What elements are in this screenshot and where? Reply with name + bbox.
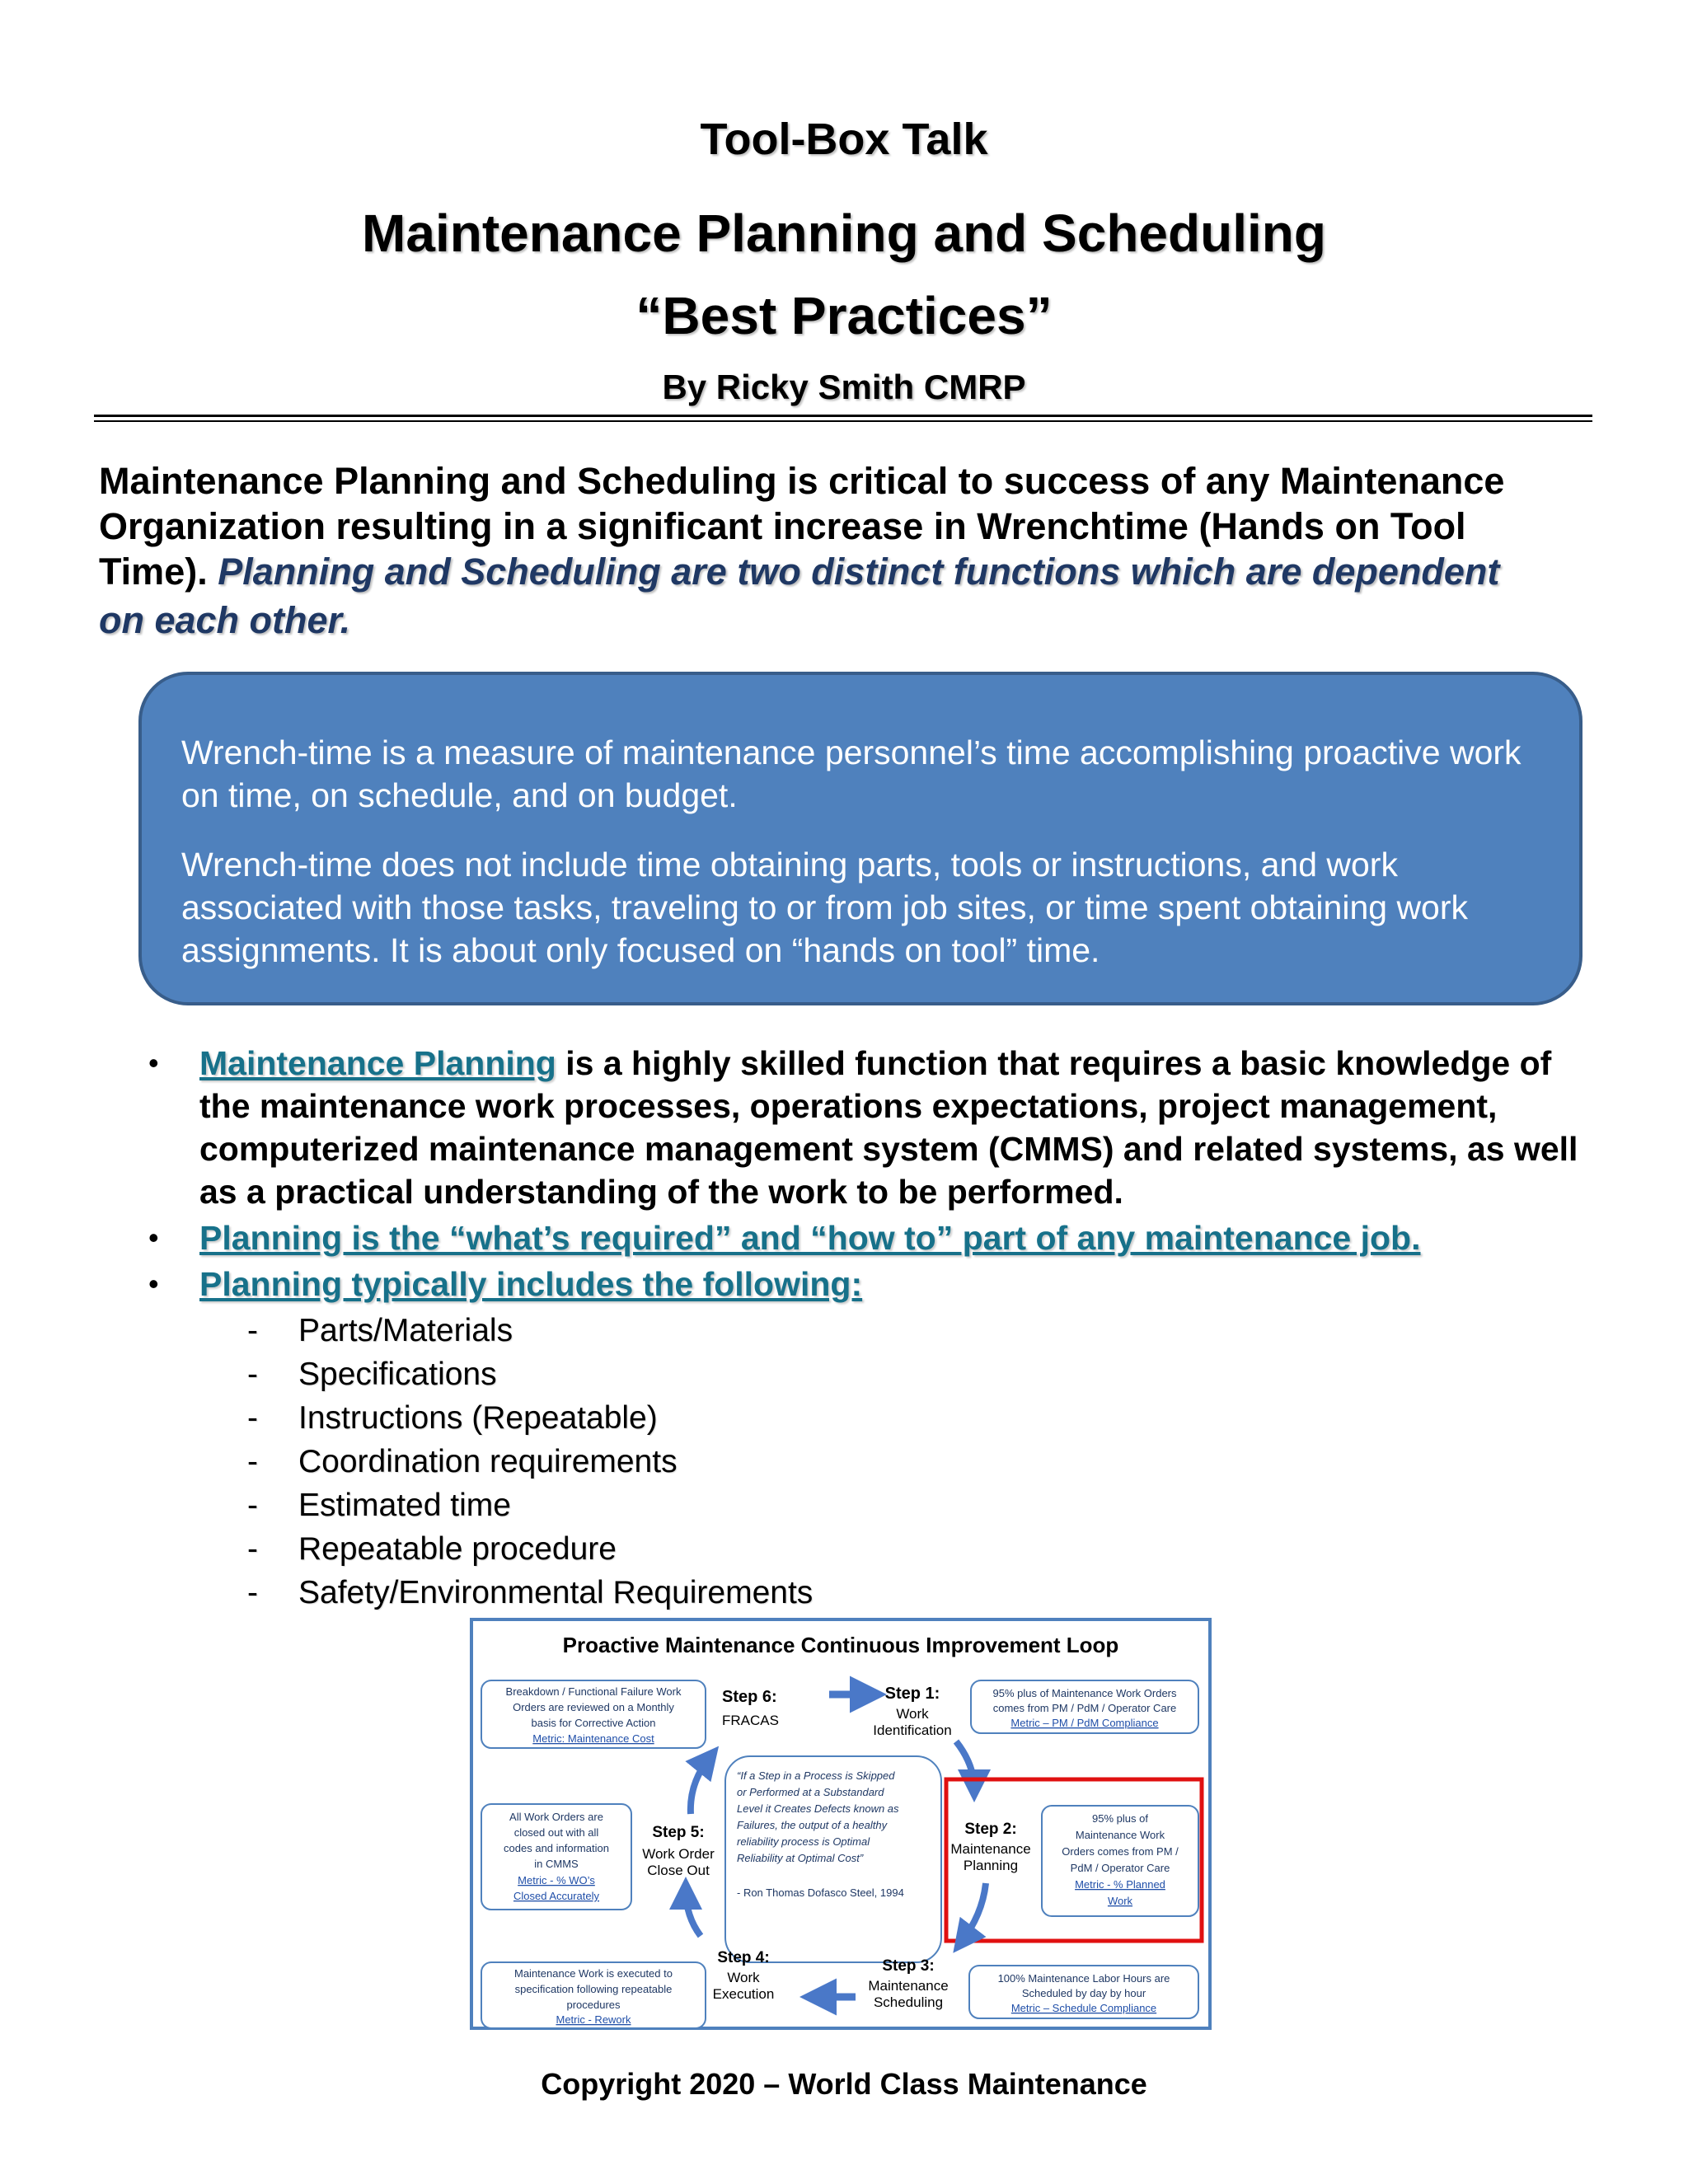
bullet-icon: • — [148, 1046, 159, 1080]
list-item — [247, 1571, 1071, 1615]
diagram-title: Proactive Maintenance Continuous Improvement Loop — [562, 1633, 1119, 1657]
box-text: Scheduled by day by hour — [1021, 1987, 1146, 1999]
box-text: Orders comes from PM / — [1062, 1845, 1179, 1858]
intro-emphasis: Planning and Scheduling are two distinct functions which are dependent — [218, 551, 1500, 593]
box-metric: Metric – Schedule Compliance — [1010, 2002, 1157, 2014]
step-4-number: Step 4: — [717, 1949, 770, 1966]
list-item-label: Coordination requirements — [298, 1444, 678, 1479]
intro-line: Organization resulting in a significant increase in Wrenchtime (Hands on Tool — [99, 505, 1466, 547]
step-1-label: Work — [896, 1706, 929, 1722]
intro-line — [99, 549, 1582, 594]
dash-icon: - — [247, 1357, 258, 1392]
page-tagline: “Best Practices” — [635, 286, 1053, 345]
step-1-label: Identification — [873, 1722, 952, 1738]
box-metric: Metric - Rework — [556, 2013, 631, 2026]
quote-line: Reliability at Optimal Cost” — [737, 1852, 864, 1864]
page-title: Tool-Box Talk — [700, 115, 988, 164]
box-metric: Metric - % Planned — [1075, 1878, 1165, 1891]
step-5-number: Step 5: — [652, 1824, 705, 1841]
dash-icon: - — [247, 1488, 258, 1523]
dash-icon: - — [247, 1400, 258, 1436]
step-5-label: Work Order — [642, 1846, 715, 1862]
step-3-label: Scheduling — [873, 1994, 944, 2010]
list-item — [247, 1527, 1071, 1571]
list-item-label: Estimated time — [298, 1488, 511, 1523]
box-metric: Metric – PM / PdM Compliance — [1010, 1717, 1159, 1729]
quote-line: Level it Creates Defects known as — [737, 1802, 899, 1815]
dash-icon: - — [247, 1313, 258, 1348]
quote-line: “If a Step in a Process is Skipped — [737, 1769, 895, 1782]
step-5-label: Close Out — [647, 1863, 710, 1878]
intro-emphasis: on each other. — [99, 599, 351, 641]
box-text: Maintenance Work — [1075, 1829, 1165, 1841]
improvement-loop-diagram — [470, 1618, 1212, 2030]
header-divider-bottom — [94, 420, 1592, 422]
quote-line: reliability process is Optimal — [737, 1835, 870, 1848]
bullet-icon: • — [148, 1267, 159, 1301]
bullet-item — [148, 1263, 1599, 1305]
box-text: All Work Orders are — [509, 1811, 603, 1823]
box-text: closed out with all — [513, 1826, 599, 1839]
box-text: PdM / Operator Care — [1070, 1862, 1170, 1874]
step-4-label: Execution — [712, 1986, 775, 2002]
step-2-label: Planning — [963, 1858, 1019, 1873]
list-item — [247, 1352, 1071, 1396]
box-text: in CMMS — [534, 1858, 579, 1870]
wrench-time-callout — [138, 672, 1582, 1005]
box-text: Orders are reviewed on a Monthly — [513, 1701, 674, 1713]
dash-icon: - — [247, 1444, 258, 1479]
dash-icon: - — [247, 1531, 258, 1567]
intro-paragraph — [99, 458, 1582, 643]
step-2-label: Maintenance — [950, 1841, 1031, 1857]
list-item — [247, 1396, 1071, 1440]
quote-line: or Performed at a Substandard — [737, 1786, 884, 1798]
bullet-list — [148, 1042, 1599, 1305]
author-line: By Ricky Smith CMRP — [662, 368, 1026, 406]
bullet-text: Planning is the “what’s required” and “how to” part of any maintenance job. — [199, 1219, 1421, 1257]
page-subtitle: Maintenance Planning and Scheduling — [362, 204, 1326, 263]
bullet-text: is a highly skilled function that requires a basic knowledge of the maintenance work processes, operations expectations, project management, computerized maintenance management system (CMMS) and related systems, as well as a practical understanding of the work to be performed. — [199, 1044, 1578, 1211]
box-text: 100% Maintenance Labor Hours are — [997, 1972, 1170, 1985]
step-6-number: Step 6: — [722, 1688, 777, 1706]
step-4-label: Work — [727, 1970, 760, 1985]
box-metric: Metric: Maintenance Cost — [532, 1732, 654, 1745]
header-divider-top — [94, 415, 1592, 417]
step-3-label: Maintenance — [868, 1978, 949, 1994]
list-item-label: Instructions (Repeatable) — [298, 1400, 658, 1436]
box-text: comes from PM / PdM / Operator Care — [992, 1702, 1177, 1714]
list-item-label: Repeatable procedure — [298, 1531, 617, 1567]
box-text: basis for Corrective Action — [531, 1717, 656, 1729]
planning-items-list — [247, 1309, 1071, 1615]
list-item — [247, 1440, 1071, 1483]
bullet-item — [148, 1042, 1599, 1213]
box-text: 95% plus of Maintenance Work Orders — [992, 1687, 1177, 1699]
step-2-number: Step 2: — [964, 1821, 1017, 1838]
list-item — [247, 1483, 1071, 1527]
intro-line-start: Time). — [99, 551, 208, 593]
copyright-footer: Copyright 2020 – World Class Maintenance — [541, 2067, 1147, 2101]
box-text: Breakdown / Functional Failure Work — [505, 1685, 682, 1698]
bullet-icon: • — [148, 1221, 159, 1254]
list-item-label: Safety/Environmental Requirements — [298, 1575, 814, 1610]
box-metric: Work — [1107, 1895, 1133, 1907]
intro-line: Maintenance Planning and Scheduling is critical to success of any Maintenance — [99, 460, 1505, 502]
dash-icon: - — [247, 1575, 258, 1610]
bullet-text: Planning typically includes the following: — [199, 1265, 863, 1303]
quote-line: Failures, the output of a healthy — [737, 1819, 888, 1831]
box-text: codes and information — [504, 1842, 609, 1854]
list-item-label: Specifications — [298, 1357, 497, 1392]
list-item-label: Parts/Materials — [298, 1313, 513, 1348]
box-text: Maintenance Work is executed to — [514, 1967, 673, 1980]
box-text: specification following repeatable — [514, 1983, 673, 1995]
callout-paragraph: Wrench-time does not include time obtaining parts, tools or instructions, and work associated with those tasks, traveling to or from job sites, or time spent obtaining work assignments. It is about only focused on “hands on tool” time. — [181, 846, 1469, 969]
box-metric: Metric - % WO’s — [518, 1874, 595, 1886]
bullet-item — [148, 1216, 1599, 1259]
box-metric: Closed Accurately — [513, 1890, 600, 1902]
box-text: 95% plus of — [1092, 1812, 1148, 1825]
list-item — [247, 1309, 1071, 1352]
box-text: procedures — [566, 1999, 621, 2011]
callout-paragraph: Wrench-time is a measure of maintenance personnel’s time accomplishing proactive work on time, on schedule, and on budget. — [181, 733, 1522, 814]
step-1-number: Step 1: — [884, 1685, 940, 1703]
step-3-number: Step 3: — [882, 1957, 935, 1975]
step-6-label: FRACAS — [722, 1713, 779, 1728]
quote-attribution: - Ron Thomas Dofasco Steel, 1994 — [737, 1886, 904, 1899]
bullet-term: Maintenance Planning — [199, 1044, 556, 1082]
